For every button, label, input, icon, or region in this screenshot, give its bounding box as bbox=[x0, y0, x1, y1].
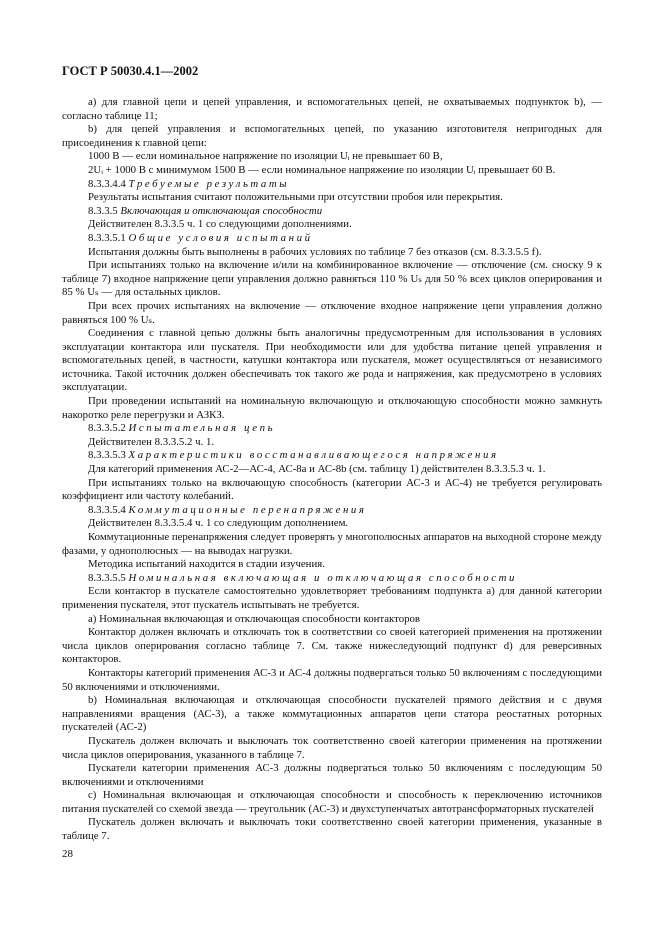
section-number: 8.3.3.4.4 bbox=[88, 177, 126, 190]
section-title: Испытательная цепь bbox=[128, 422, 276, 435]
document-header: ГОСТ Р 50030.4.1—2002 bbox=[62, 64, 199, 78]
section-title: Номинальная включающая и отключающая способности bbox=[128, 571, 518, 584]
paragraph: Методика испытаний находится в стадии изучения. bbox=[88, 558, 325, 571]
section-number: 8.3.3.5.3 bbox=[88, 449, 126, 462]
paragraph: Коммутационные перенапряжения следует проверять у многополюсных аппаратов на выходной стороне между фазами, у однополюсных — на выводах нагрузки. bbox=[62, 531, 602, 557]
section-number: 8.3.3.5.2 bbox=[88, 422, 126, 435]
section-heading bbox=[62, 572, 602, 586]
paragraph: 2Uᵢ + 1000 В с минимумом 1500 В — если номинальное напряжение по изоляции Uᵢ превышает 60 В. bbox=[88, 163, 556, 176]
section-title: Характеристики восстанавливающегося напряжения bbox=[128, 449, 499, 462]
paragraph: 1000 В — если номинальное напряжение по изоляции Uᵢ не превышает 60 В, bbox=[88, 150, 443, 163]
paragraph: Действителен 8.3.3.5.4 ч. 1 со следующим дополнением. bbox=[88, 517, 349, 530]
section-number: 8.3.3.5.1 bbox=[88, 231, 126, 244]
paragraph: Испытания должны быть выполнены в рабочих условиях по таблице 7 без отказов (см. 8.3.3.5.5 f). bbox=[88, 245, 542, 258]
paragraph: Пускатель должен включать и выключать ток соответственно своей категории применения на протяжении числа циклов оперирования, указанного в таблице 7. bbox=[62, 734, 602, 761]
paragraph: При проведении испытаний на номинальную включающую и отключающую способности можно замкнуть накоротко реле перегрузки и АЗКЗ. bbox=[62, 395, 602, 421]
paragraph: Пускатели категории применения АС-3 должны подвергаться только 50 включениям с последующим 50 включениями и отключениями bbox=[62, 762, 602, 788]
section-heading bbox=[62, 205, 602, 219]
paragraph: b) Номинальная включающая и отключающая способности пускателей прямого действия и с двумя направлениями вращения (АС-3), а также коммутационных аппаратов цепи статора реостатных роторных пускателей (АС-2) bbox=[62, 694, 602, 734]
paragraph: Если контактор в пускателе самостоятельно удовлетворяет требованиям подпункта а) для данной категории применения пускателя, этот пускатель испытывать не требуется. bbox=[62, 585, 602, 611]
section-number: 8.3.3.5 bbox=[88, 204, 118, 217]
section-title: Требуемые результаты bbox=[128, 177, 290, 190]
section-title: Включающая и отключающая способности bbox=[120, 204, 323, 217]
section-title: Общие условия испытаний bbox=[128, 231, 313, 244]
paragraph: При всех прочих испытаниях на включение — отключение входное напряжение цепи управления должно равняться 100 % Uₛ. bbox=[62, 299, 602, 326]
paragraph: Действителен 8.3.3.5.2 ч. 1. bbox=[88, 435, 215, 448]
page-number: 28 bbox=[62, 848, 73, 860]
section-heading bbox=[62, 449, 602, 463]
paragraph: Действителен 8.3.3.5 ч. 1 со следующими дополнениями. bbox=[88, 218, 352, 231]
paragraph: Пускатель должен включать и выключать токи соответственно своей категории применения, указанные в таблице 7. bbox=[62, 816, 602, 843]
section-number: 8.3.3.5.4 bbox=[88, 503, 126, 516]
paragraph: а) Номинальная включающая и отключающая способности контакторов bbox=[88, 612, 420, 625]
paragraph: b) для цепей управления и вспомогательных цепей, по указанию изготовителя непригодных для присоединения к главной цепи: bbox=[62, 123, 602, 149]
section-number: 8.3.3.5.5 bbox=[88, 571, 126, 584]
section-heading bbox=[62, 504, 602, 518]
paragraph: Контактор должен включать и отключать ток в соответствии со своей категорией применения на протяжении числа циклов оперирования согласно таблице 7. См. также нижеследующий подпункт d) для реверсивных контакторов. bbox=[62, 626, 602, 666]
section-heading bbox=[62, 232, 602, 246]
section-heading bbox=[62, 178, 602, 192]
paragraph: а) для главной цепи и цепей управления, и вспомогательных цепей, не охватываемых подпункток b), — согласно таблице 11; bbox=[62, 96, 602, 122]
paragraph: Результаты испытания считают положительными при отсутствии пробоя или перекрытия. bbox=[88, 191, 503, 204]
paragraph: Соединения с главной цепью должны быть аналогичны предусмотренным для использования в условиях эксплуатации контактора или пускателя. При необходимости или для удобства питание цепей управления и вспомогательных цепей, в частности, катушки контактора или пускателя, может осуществляться от независимого источника. Такой источник должен обеспечивать ток такого же рода и напряжения, как предусмотрено в условиях эксплуатации. bbox=[62, 327, 602, 394]
paragraph: с) Номинальная включающая и отключающая способности и способность к переключению источников питания пускателей со схемой звезда — треугольник (АС-3) и двухступенчатых автотрансформаторных пускателей bbox=[62, 789, 602, 815]
section-heading bbox=[62, 422, 602, 436]
paragraph: При испытаниях только на включающую способность (категории АС-3 и АС-4) не требуется регулировать коэффициент или частоту колебаний. bbox=[62, 476, 602, 503]
paragraph: При испытаниях только на включение и/или на комбинированное включение — отключение (см. сноску 9 к таблице 7) входное напряжение цепи управления должно равняться 110 % Uₛ для 50 % всех циклов оперирования и 85 % Uₛ — для остальных циклов. bbox=[62, 259, 602, 299]
paragraph: Контакторы категорий применения АС-3 и АС-4 должны подвергаться только 50 включениям с последующими 50 включениями и отключениями. bbox=[62, 666, 602, 693]
paragraph: Для категорий применения АС-2—АС-4, АС-8а и АС-8b (см. таблицу 1) действителен 8.3.3.5.3 ч. 1. bbox=[88, 463, 546, 476]
section-title: Коммутационные перенапряжения bbox=[128, 503, 367, 516]
document-body bbox=[62, 96, 602, 844]
